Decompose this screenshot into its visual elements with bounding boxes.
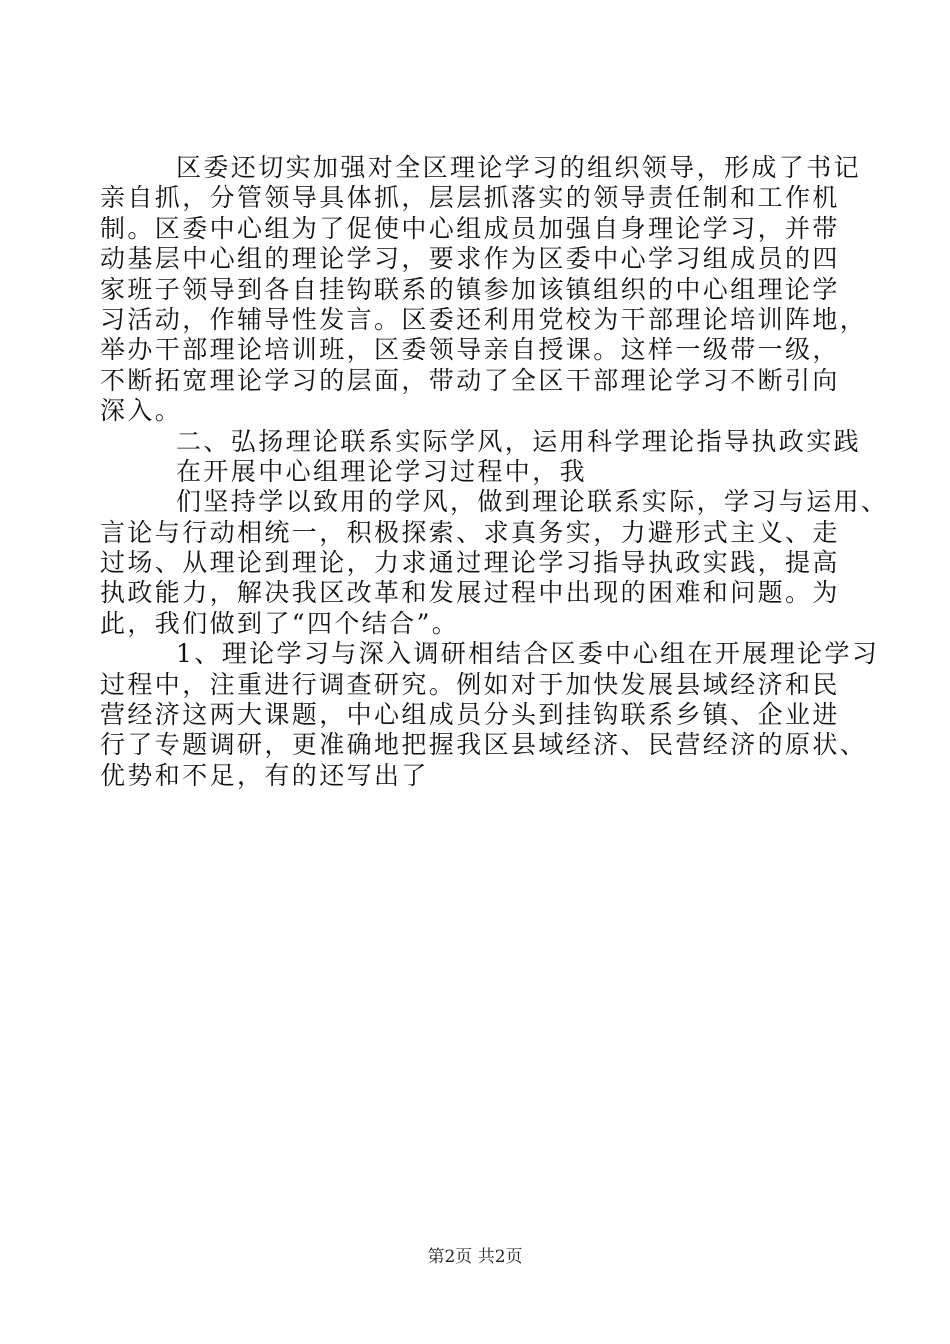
text-line: 制。区委中心组为了促使中心组成员加强自身理论学习，并带: [100, 213, 840, 243]
text-line: 过程中，注重进行调查研究。例如对于加快发展县域经济和民: [100, 669, 840, 699]
text-line: 不断拓宽理论学习的层面，带动了全区干部理论学习不断引向: [100, 365, 840, 395]
text-line: 在开展中心组理论学习过程中，我: [176, 456, 588, 486]
page-number: 第2页 共2页: [427, 1247, 523, 1267]
text-line: 动基层中心组的理论学习，要求作为区委中心学习组成员的四: [100, 244, 840, 274]
text-line: 此，我们做到了“四个结合”。: [100, 608, 460, 638]
text-line: 区委还切实加强对全区理论学习的组织领导，形成了书记: [176, 153, 862, 182]
text-line: 家班子领导到各自挂钩联系的镇参加该镇组织的中心组理论学: [100, 274, 840, 304]
text-line: 营经济这两大课题，中心组成员分头到挂钩联系乡镇、企业进: [100, 700, 840, 730]
text-line: 行了专题调研，更准确地把握我区县域经济、民营经济的原状、: [100, 730, 868, 760]
text-line: 深入。: [100, 396, 183, 426]
text-line: 过场、从理论到理论，力求通过理论学习指导执政实践，提高: [100, 548, 840, 578]
text-line: 习活动，作辅导性发言。区委还利用党校为干部理论培训阵地，: [100, 304, 868, 334]
text-line: 执政能力，解决我区改革和发展过程中出现的困难和问题。为: [100, 578, 840, 608]
text-line: 言论与行动相统一，积极探索、求真务实，力避形式主义、走: [100, 517, 840, 547]
text-line: 亲自抓，分管领导具体抓，层层抓落实的领导责任制和工作机: [100, 183, 840, 213]
text-line: 举办干部理论培训班，区委领导亲自授课。这样一级带一级，: [100, 335, 840, 365]
text-line: 们坚持学以致用的学风，做到理论联系实际，学习与运用、: [176, 487, 889, 517]
document-body: [100, 153, 889, 791]
section-heading: 二、弘扬理论联系实际学风，运用科学理论指导执政实践: [176, 426, 862, 456]
text-line: 1、理论学习与深入调研相结合区委中心组在开展理论学习: [176, 639, 880, 669]
text-line: 优势和不足，有的还写出了: [100, 760, 429, 790]
